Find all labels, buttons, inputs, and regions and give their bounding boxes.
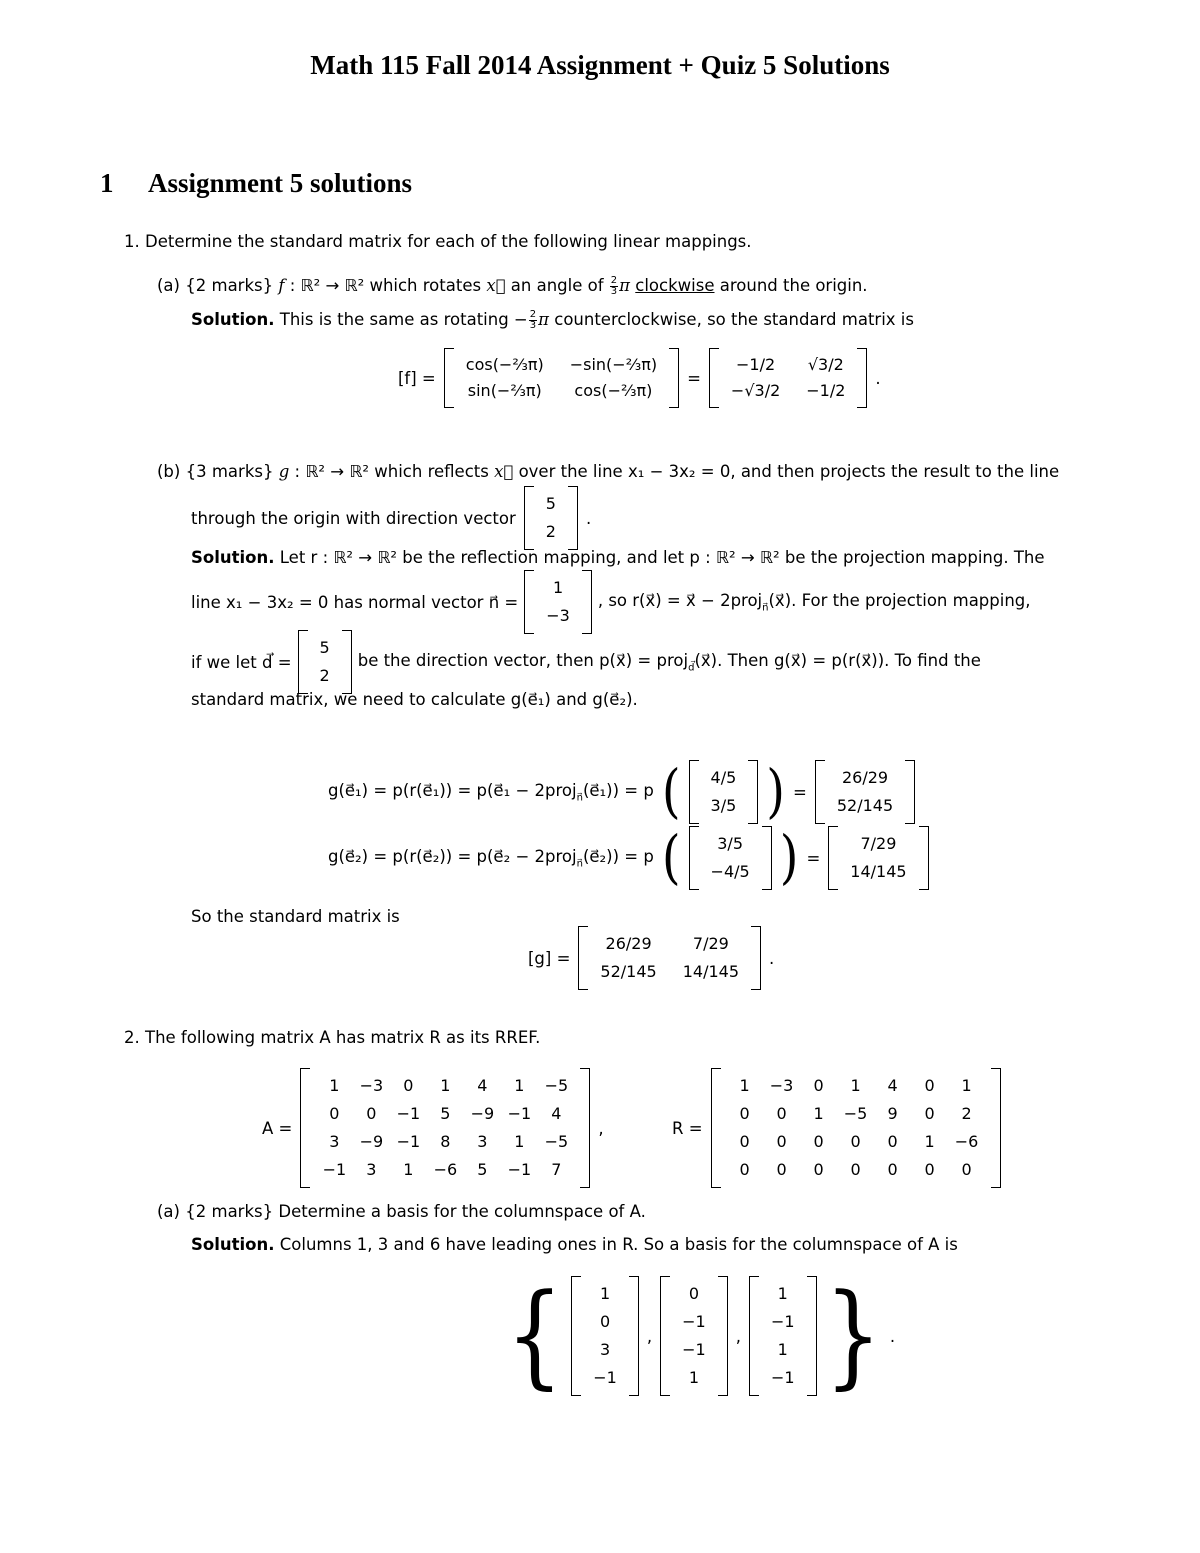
r-cell: 0 [924, 1104, 935, 1123]
matrix-r [711, 1068, 1001, 1188]
question-1-stem: 1. Determine the standard matrix for each of the following linear mappings. [124, 232, 752, 251]
a-cell: −3 [359, 1076, 384, 1095]
matrix-a [300, 1068, 590, 1188]
a-cell: 0 [329, 1104, 340, 1123]
r-cell: 0 [776, 1132, 787, 1151]
question-2a-statement: (a) {2 marks} Determine a basis for the columnspace of A. [157, 1202, 646, 1221]
r-cell: 0 [961, 1160, 972, 1179]
question-1a-statement: (a) {2 marks} f : ℝ² → ℝ² which rotates x⃗ an angle of $\frac{2}{3}$ π clockwise around the origin. [157, 275, 868, 297]
a-cell: 0 [403, 1076, 414, 1095]
question-1b-solution-line4: standard matrix, we need to calculate g(e⃗₁) and g(e⃗₂). [191, 690, 638, 709]
a-cell: −5 [544, 1132, 569, 1151]
r-cell: 0 [887, 1160, 898, 1179]
basis-vector-3: 1 −1 1 −1 [749, 1276, 817, 1396]
section-heading: 1 Assignment 5 solutions [100, 168, 413, 198]
r-cell: 1 [813, 1104, 824, 1123]
a-cell: 1 [514, 1076, 525, 1095]
a-cell: 1 [440, 1076, 451, 1095]
question-1b-statement-line2: through the origin with direction vector 5 2 . [191, 486, 591, 550]
columnspace-basis: { 1 0 3 −1 , 0 −1 −1 1 , 1 −1 1 −1 } . [506, 1269, 896, 1401]
r-cell: 0 [813, 1076, 824, 1095]
question-1a-matrix-equation: [f] = cos(−⅔π) −sin(−⅔π) sin(−⅔π) cos(−⅔π) = −1/2 √3/2 −√3/2 −1/2 . [398, 348, 881, 408]
basis-vector-1: 1 0 3 −1 [571, 1276, 639, 1396]
a-cell: 5 [440, 1104, 451, 1123]
basis-vector-2: 0 −1 −1 1 [660, 1276, 728, 1396]
a-cell: 4 [551, 1104, 562, 1123]
a-cell: −5 [544, 1076, 569, 1095]
r-cell: 9 [887, 1104, 898, 1123]
r-cell: 1 [739, 1076, 750, 1095]
r-cell: 1 [850, 1076, 861, 1095]
rotation-matrix-symbolic: cos(−⅔π) −sin(−⅔π) sin(−⅔π) cos(−⅔π) [444, 348, 679, 408]
r-cell: 0 [776, 1104, 787, 1123]
question-1b-statement-line1: (b) {3 marks} g : ℝ² → ℝ² which reflects x⃗ over the line x₁ − 3x₂ = 0, and then projects the result to the line [157, 462, 1060, 481]
a-cell: −1 [507, 1160, 532, 1179]
a-cell: 3 [366, 1160, 377, 1179]
a-cell: −1 [396, 1132, 421, 1151]
question-2-stem: 2. The following matrix A has matrix R as its RREF. [124, 1028, 541, 1047]
d-vector: 5 2 [298, 630, 352, 694]
matrix-r-equation: R = 1 −3 0 1 4 0 1 0 0 1 −5 9 0 2 0 0 0 0 0 1 −6 0 0 0 0 0 0 0 [672, 1068, 1001, 1188]
normal-vector: 1 −3 [524, 570, 592, 634]
r-cell: 1 [924, 1132, 935, 1151]
r-cell: 0 [850, 1160, 861, 1179]
r-cell: −6 [954, 1132, 979, 1151]
a-cell: 5 [477, 1160, 488, 1179]
r-cell: 0 [776, 1160, 787, 1179]
a-cell: 4 [477, 1076, 488, 1095]
a-cell: 0 [366, 1104, 377, 1123]
a-cell: −1 [322, 1160, 347, 1179]
so-standard-matrix-text: So the standard matrix is [191, 907, 400, 926]
r-cell: 2 [961, 1104, 972, 1123]
r-cell: 0 [850, 1132, 861, 1151]
r-cell: −5 [843, 1104, 868, 1123]
a-cell: 1 [514, 1132, 525, 1151]
r-cell: 4 [887, 1076, 898, 1095]
g-standard-matrix: [g] = 26/29 7/29 52/145 14/145 . [528, 926, 774, 990]
direction-vector: 5 2 [524, 486, 578, 550]
r-cell: 0 [739, 1132, 750, 1151]
clockwise-underlined: clockwise [635, 276, 715, 295]
r-cell: 0 [739, 1104, 750, 1123]
r-cell: 0 [739, 1160, 750, 1179]
r-cell: 0 [813, 1132, 824, 1151]
a-cell: 3 [329, 1132, 340, 1151]
matrix-a-equation: A = 1 −3 0 1 4 1 −5 0 0 −1 5 −9 −1 4 3 −9 −1 8 3 1 −5 −1 3 1 −6 5 −1 7 , [262, 1068, 604, 1188]
question-1b-solution-line3: if we let d⃗ = 5 2 be the direction vector, then p(x⃗) = proj$_{d⃗}$(x⃗). Then g(x⃗) = p(r(x⃗)). To find the [191, 630, 981, 694]
r-cell: 1 [961, 1076, 972, 1095]
a-cell: 7 [551, 1160, 562, 1179]
g-e2-computation: g(e⃗₂) = p(r(e⃗₂)) = p(e⃗₂ − 2proj$_{n⃗}$(e⃗₂)) = p ( 3/5 −4/5 ) = 7/29 14/145 [328, 826, 929, 890]
g-e1-computation: g(e⃗₁) = p(r(e⃗₁)) = p(e⃗₁ − 2proj$_{n⃗}$(e⃗₁)) = p ( 4/5 3/5 ) = 26/29 52/145 [328, 760, 915, 824]
a-cell: −1 [507, 1104, 532, 1123]
rotation-matrix-numeric: −1/2 √3/2 −√3/2 −1/2 [709, 348, 868, 408]
r-cell: 0 [924, 1076, 935, 1095]
question-1a-solution-text: Solution. This is the same as rotating − $\frac{2}{3}$ π counterclockwise, so the standard matrix is [191, 309, 914, 331]
page-title: Math 115 Fall 2014 Assignment + Quiz 5 Solutions [310, 50, 890, 80]
a-cell: 1 [329, 1076, 340, 1095]
a-cell: −9 [470, 1104, 495, 1123]
r-cell: 0 [924, 1160, 935, 1179]
a-cell: 3 [477, 1132, 488, 1151]
question-1b-solution-line2: line x₁ − 3x₂ = 0 has normal vector n⃗ = 1 −3 , so r(x⃗) = x⃗ − 2proj$_{n⃗}$(x⃗). For the projection mapping, [191, 570, 1031, 634]
a-cell: 1 [403, 1160, 414, 1179]
a-cell: −6 [433, 1160, 458, 1179]
r-cell: −3 [769, 1076, 794, 1095]
r-cell: 0 [813, 1160, 824, 1179]
question-2a-solution: Solution. Columns 1, 3 and 6 have leading ones in R. So a basis for the columnspace of A is [191, 1235, 958, 1254]
a-cell: 8 [440, 1132, 451, 1151]
question-1b-solution-line1: Solution. Let r : ℝ² → ℝ² be the reflection mapping, and let p : ℝ² → ℝ² be the projection mapping. The [191, 548, 1045, 567]
a-cell: −9 [359, 1132, 384, 1151]
a-cell: −1 [396, 1104, 421, 1123]
r-cell: 0 [887, 1132, 898, 1151]
